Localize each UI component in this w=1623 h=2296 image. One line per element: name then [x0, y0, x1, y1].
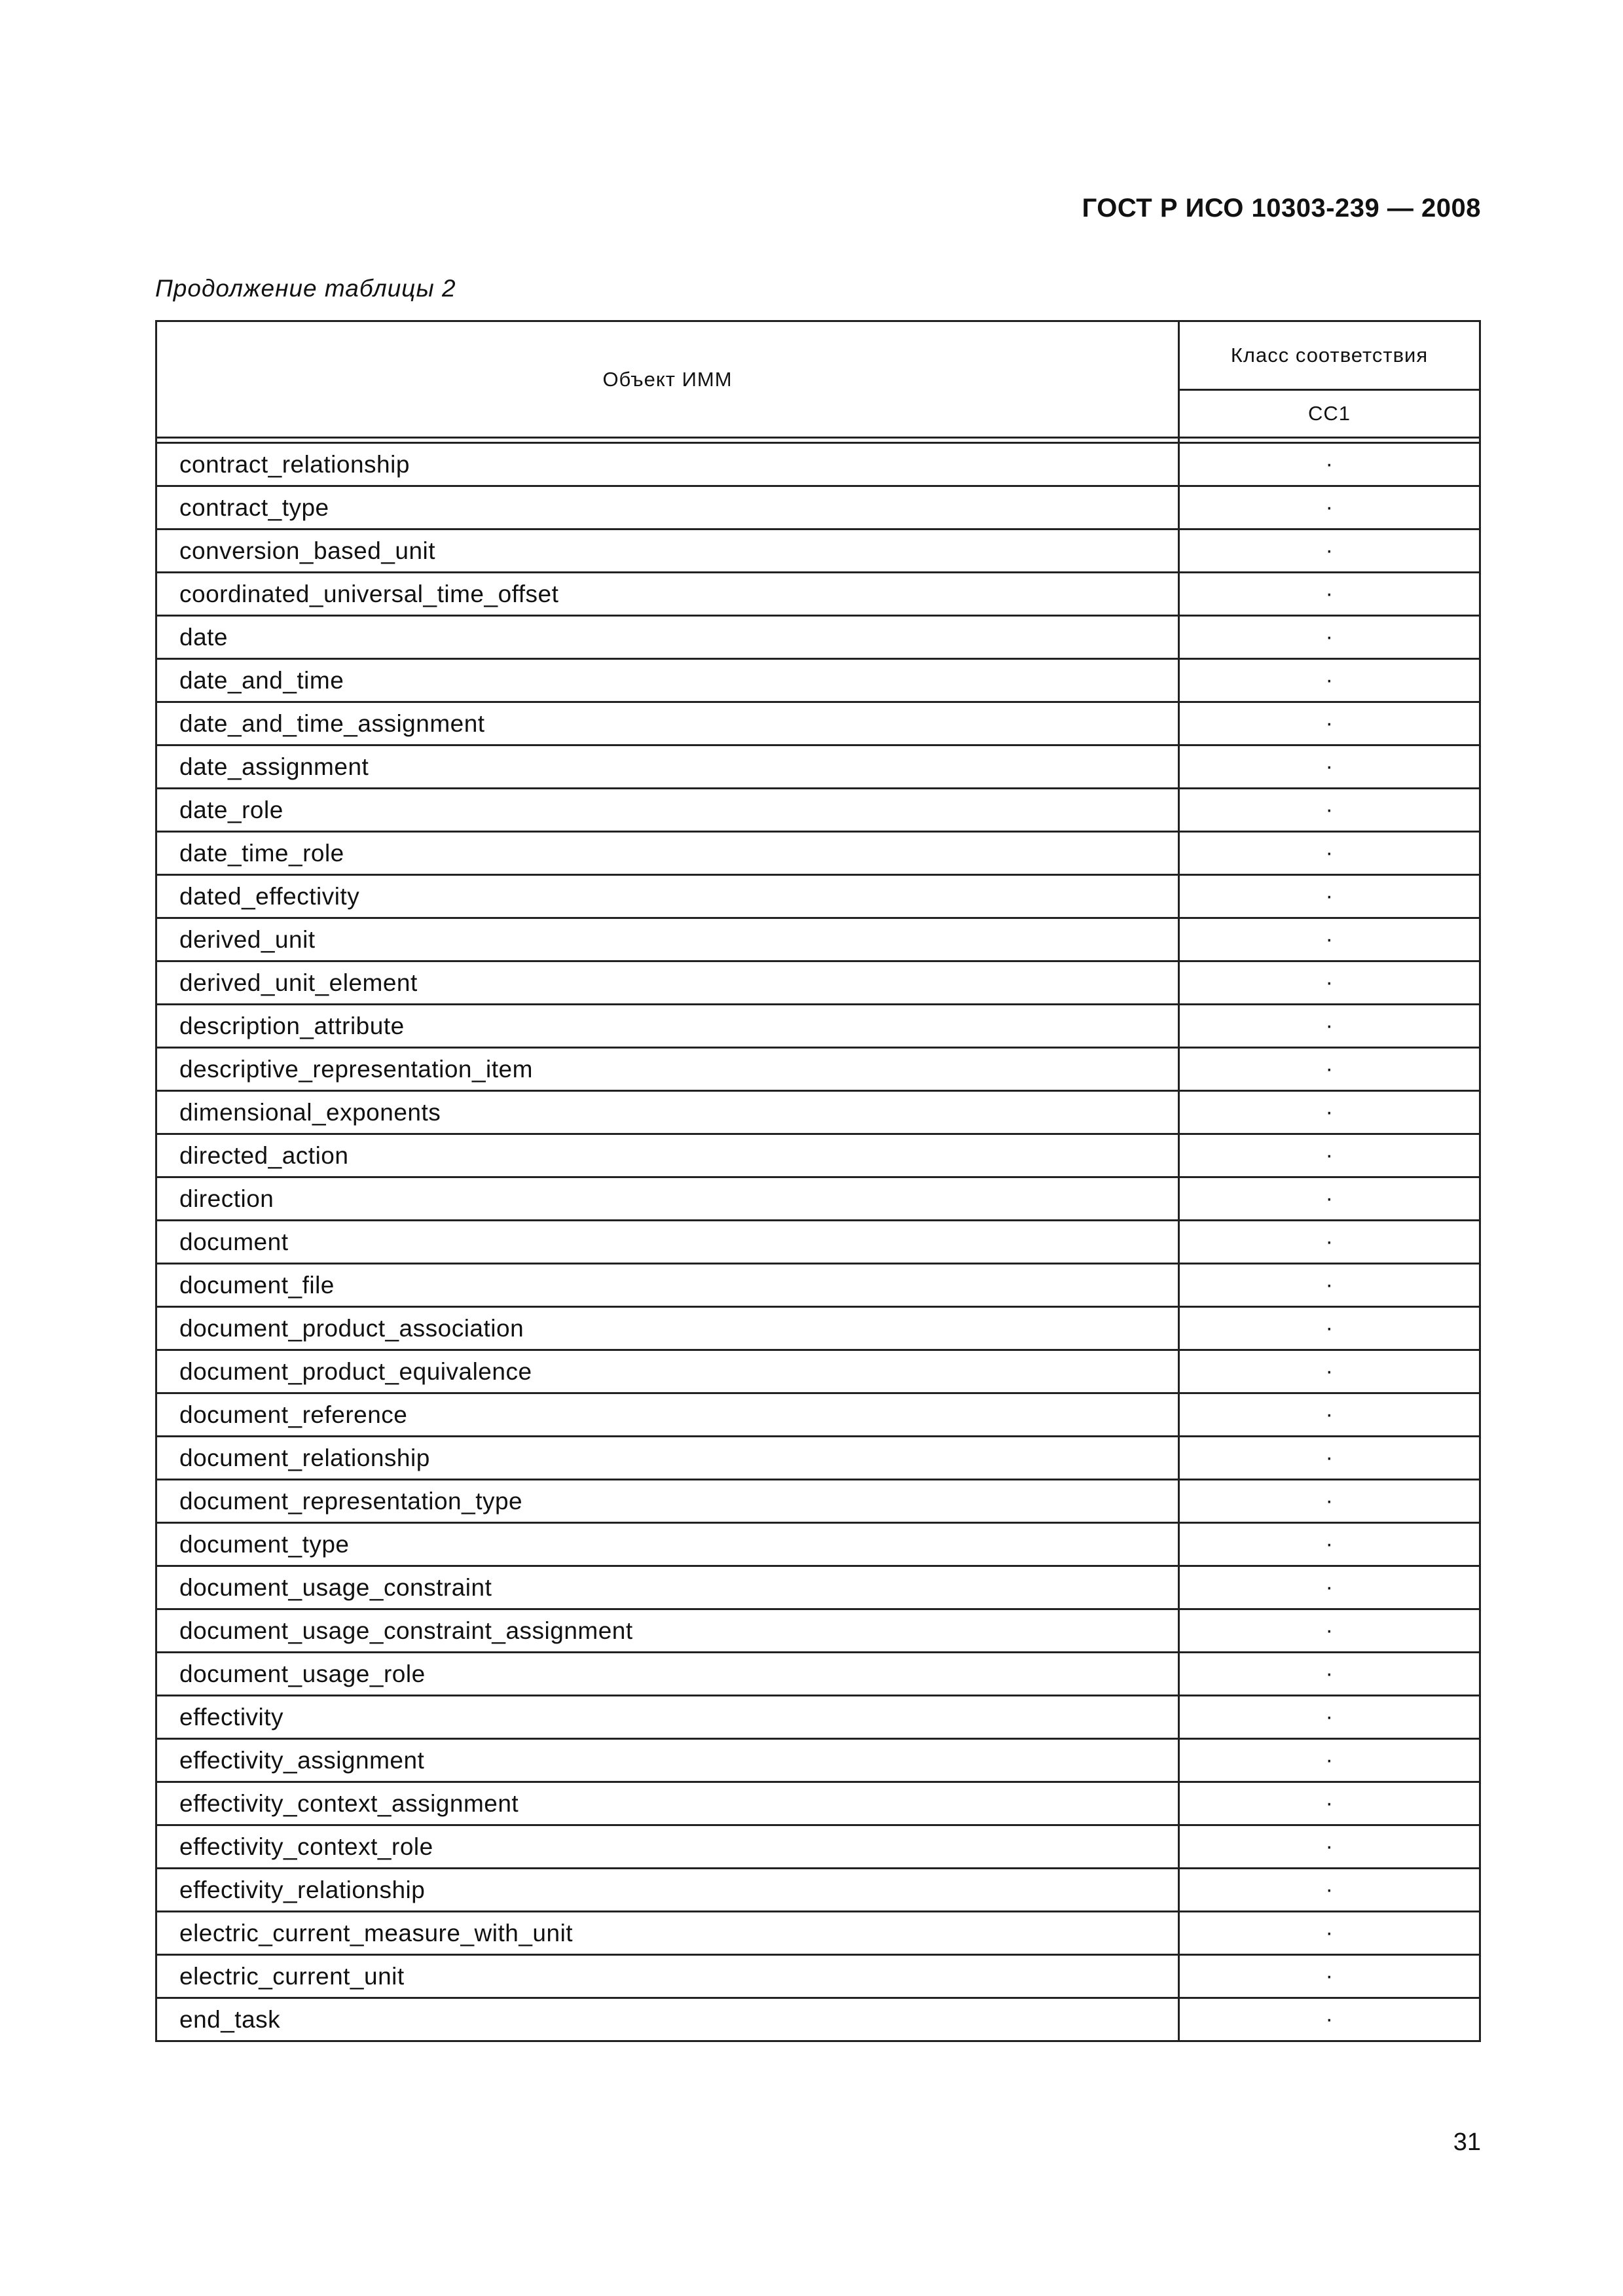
- object-name-cell: document_product_equivalence: [156, 1350, 1179, 1393]
- object-name-cell: end_task: [156, 1998, 1179, 2041]
- cc1-value-cell: ·: [1179, 1566, 1480, 1609]
- conformance-table-container: [155, 320, 1479, 2042]
- cc1-value-cell: ·: [1179, 1869, 1480, 1912]
- object-name-cell: electric_current_unit: [156, 1955, 1179, 1998]
- column-header-object: Объект ИММ: [156, 321, 1179, 438]
- table-row: [156, 529, 1480, 573]
- object-name-cell: electric_current_measure_with_unit: [156, 1912, 1179, 1955]
- column-header-cc1: CC1: [1179, 390, 1480, 438]
- table-row: [156, 1609, 1480, 1653]
- table-row: [156, 1350, 1480, 1393]
- table-row: [156, 1048, 1480, 1091]
- object-name-cell: derived_unit: [156, 918, 1179, 961]
- object-name-cell: date_role: [156, 789, 1179, 832]
- document-standard-code: ГОСТ Р ИСО 10303-239 — 2008: [1082, 194, 1481, 223]
- object-name-cell: coordinated_universal_time_offset: [156, 573, 1179, 616]
- column-header-class: Класс соответствия: [1179, 321, 1480, 390]
- cc1-value-cell: ·: [1179, 1696, 1480, 1739]
- object-name-cell: derived_unit_element: [156, 961, 1179, 1005]
- table-row: [156, 1177, 1480, 1221]
- table-row: [156, 1005, 1480, 1048]
- cc1-value-cell: ·: [1179, 1134, 1480, 1177]
- table-row: [156, 1696, 1480, 1739]
- table-caption: Продолжение таблицы 2: [155, 275, 456, 302]
- table-row: [156, 1134, 1480, 1177]
- table-row: [156, 1869, 1480, 1912]
- cc1-value-cell: ·: [1179, 918, 1480, 961]
- cc1-value-cell: ·: [1179, 1307, 1480, 1350]
- table-row: [156, 443, 1480, 486]
- table-row: [156, 1739, 1480, 1782]
- cc1-value-cell: ·: [1179, 745, 1480, 789]
- object-name-cell: document_usage_constraint: [156, 1566, 1179, 1609]
- table-row: [156, 1523, 1480, 1566]
- table-row: [156, 1955, 1480, 1998]
- object-name-cell: document_representation_type: [156, 1480, 1179, 1523]
- object-name-cell: effectivity_context_role: [156, 1825, 1179, 1869]
- cc1-value-cell: ·: [1179, 1350, 1480, 1393]
- table-body: [156, 443, 1480, 2041]
- cc1-value-cell: ·: [1179, 1739, 1480, 1782]
- table-row: [156, 616, 1480, 659]
- header-separator: [156, 438, 1480, 443]
- object-name-cell: date_assignment: [156, 745, 1179, 789]
- cc1-value-cell: ·: [1179, 1177, 1480, 1221]
- cc1-value-cell: ·: [1179, 1653, 1480, 1696]
- cc1-value-cell: ·: [1179, 1825, 1480, 1869]
- object-name-cell: directed_action: [156, 1134, 1179, 1177]
- cc1-value-cell: ·: [1179, 832, 1480, 875]
- cc1-value-cell: ·: [1179, 875, 1480, 918]
- object-name-cell: effectivity_assignment: [156, 1739, 1179, 1782]
- object-name-cell: date_and_time_assignment: [156, 702, 1179, 745]
- cc1-value-cell: ·: [1179, 789, 1480, 832]
- table-row: [156, 1264, 1480, 1307]
- object-name-cell: document_usage_constraint_assignment: [156, 1609, 1179, 1653]
- cc1-value-cell: ·: [1179, 1480, 1480, 1523]
- cc1-value-cell: ·: [1179, 1523, 1480, 1566]
- object-name-cell: date_and_time: [156, 659, 1179, 702]
- object-name-cell: contract_relationship: [156, 443, 1179, 486]
- cc1-value-cell: ·: [1179, 1609, 1480, 1653]
- object-name-cell: date: [156, 616, 1179, 659]
- conformance-table: [155, 320, 1481, 2042]
- table-row: [156, 1912, 1480, 1955]
- cc1-value-cell: ·: [1179, 961, 1480, 1005]
- table-row: [156, 832, 1480, 875]
- table-row: [156, 1393, 1480, 1437]
- table-row: [156, 486, 1480, 529]
- table-row: [156, 573, 1480, 616]
- page-number: 31: [1453, 2128, 1481, 2156]
- object-name-cell: document_reference: [156, 1393, 1179, 1437]
- cc1-value-cell: ·: [1179, 659, 1480, 702]
- object-name-cell: effectivity_context_assignment: [156, 1782, 1179, 1825]
- object-name-cell: direction: [156, 1177, 1179, 1221]
- table-row: [156, 659, 1480, 702]
- table-row: [156, 745, 1480, 789]
- cc1-value-cell: ·: [1179, 1437, 1480, 1480]
- object-name-cell: effectivity: [156, 1696, 1179, 1739]
- cc1-value-cell: ·: [1179, 1005, 1480, 1048]
- cc1-value-cell: ·: [1179, 1782, 1480, 1825]
- table-row: [156, 1307, 1480, 1350]
- cc1-value-cell: ·: [1179, 1091, 1480, 1134]
- table-row: [156, 961, 1480, 1005]
- table-row: [156, 1566, 1480, 1609]
- object-name-cell: date_time_role: [156, 832, 1179, 875]
- table-row: [156, 702, 1480, 745]
- table-row: [156, 1998, 1480, 2041]
- cc1-value-cell: ·: [1179, 443, 1480, 486]
- table-row: [156, 1221, 1480, 1264]
- cc1-value-cell: ·: [1179, 529, 1480, 573]
- table-row: [156, 1091, 1480, 1134]
- cc1-value-cell: ·: [1179, 1955, 1480, 1998]
- object-name-cell: document_relationship: [156, 1437, 1179, 1480]
- cc1-value-cell: ·: [1179, 573, 1480, 616]
- table-row: [156, 875, 1480, 918]
- cc1-value-cell: ·: [1179, 616, 1480, 659]
- cc1-value-cell: ·: [1179, 486, 1480, 529]
- cc1-value-cell: ·: [1179, 1912, 1480, 1955]
- table-row: [156, 918, 1480, 961]
- object-name-cell: dated_effectivity: [156, 875, 1179, 918]
- cc1-value-cell: ·: [1179, 1264, 1480, 1307]
- object-name-cell: conversion_based_unit: [156, 529, 1179, 573]
- table-row: [156, 789, 1480, 832]
- object-name-cell: document_file: [156, 1264, 1179, 1307]
- object-name-cell: document_usage_role: [156, 1653, 1179, 1696]
- table-header: [156, 321, 1480, 438]
- object-name-cell: descriptive_representation_item: [156, 1048, 1179, 1091]
- object-name-cell: contract_type: [156, 486, 1179, 529]
- object-name-cell: dimensional_exponents: [156, 1091, 1179, 1134]
- object-name-cell: document_product_association: [156, 1307, 1179, 1350]
- object-name-cell: effectivity_relationship: [156, 1869, 1179, 1912]
- table-row: [156, 1480, 1480, 1523]
- object-name-cell: description_attribute: [156, 1005, 1179, 1048]
- cc1-value-cell: ·: [1179, 1048, 1480, 1091]
- object-name-cell: document: [156, 1221, 1179, 1264]
- cc1-value-cell: ·: [1179, 1221, 1480, 1264]
- object-name-cell: document_type: [156, 1523, 1179, 1566]
- table-row: [156, 1825, 1480, 1869]
- cc1-value-cell: ·: [1179, 1998, 1480, 2041]
- table-row: [156, 1782, 1480, 1825]
- table-row: [156, 1437, 1480, 1480]
- table-row: [156, 1653, 1480, 1696]
- cc1-value-cell: ·: [1179, 1393, 1480, 1437]
- cc1-value-cell: ·: [1179, 702, 1480, 745]
